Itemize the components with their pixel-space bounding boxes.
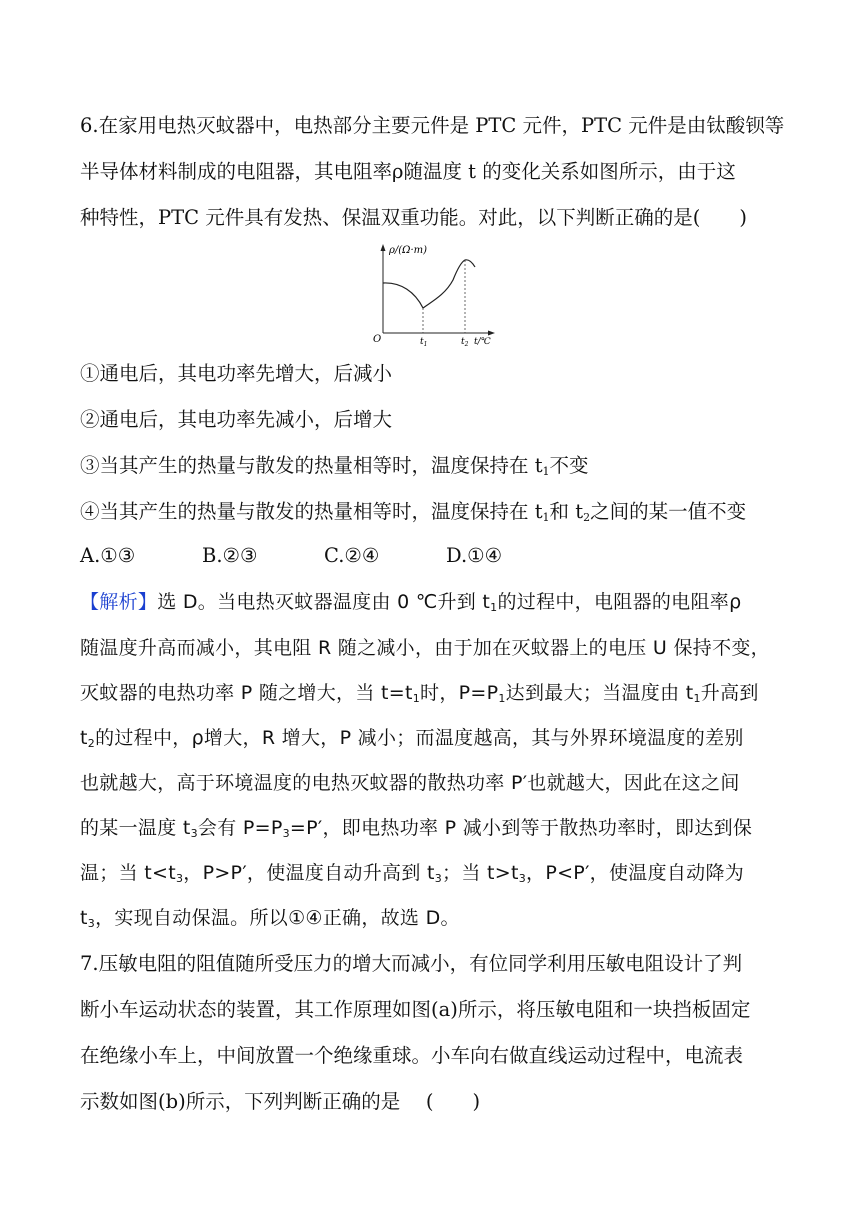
y-axis-arrow bbox=[381, 244, 386, 251]
x-axis-arrow bbox=[488, 331, 495, 336]
q6-stem-line-2: 半导体材料制成的电阻器，其电阻率ρ随温度 t 的变化关系如图所示，由于这 bbox=[80, 160, 736, 183]
option-b: B.②③ bbox=[202, 544, 258, 567]
option-c: C.②④ bbox=[324, 544, 380, 567]
analysis-line-5: 也就越大，高于环境温度的电热灭蚊器的散热功率 P′也就越大，因此在这之间 bbox=[80, 772, 740, 794]
x-axis-label: t/℃ bbox=[474, 337, 491, 347]
t2-label: $t_2$ bbox=[461, 337, 469, 348]
q6-statement-1: ①通电后，其电功率先增大，后减小 bbox=[80, 362, 393, 385]
origin-label: O bbox=[373, 334, 382, 345]
analysis-line-8: $t_3$，实现自动保温。所以①④正确，故选 D。 bbox=[80, 907, 460, 930]
q6-statement-4: ④当其产生的热量与散发的热量相等时，温度保持在 $t_1$和 $t_2$之间的某一值不变 bbox=[80, 500, 747, 524]
q7-stem-line-1: 7.压敏电阻的阻值随所受压力的增大而减小，有位同学利用压敏电阻设计了判 bbox=[80, 952, 743, 975]
q6-stem-line-1: 6.在家用电热灭蚊器中，电热部分主要元件是 PTC 元件，PTC 元件是由钛酸钡等 bbox=[80, 114, 785, 137]
analysis-line-1: 【解析】选 D。当电热灭蚊器温度由 0 ℃升到 $t_1$的过程中，电阻器的电阻率ρ bbox=[80, 591, 742, 614]
analysis-line-4: $t_2$的过程中，ρ增大，R 增大，P 减小；而温度越高，其与外界环境温度的差别 bbox=[80, 727, 744, 750]
q6-statement-2: ②通电后，其电功率先减小，后增大 bbox=[80, 408, 393, 431]
analysis-line-6: 的某一温度 $t_3$会有 $P=P_3=P'$，即电热功率 P 减小到等于散热功率时，即达到保 bbox=[80, 817, 753, 840]
option-a: A.①③ bbox=[80, 544, 136, 567]
resistivity-curve bbox=[383, 260, 475, 308]
resistivity-temperature-graph bbox=[365, 240, 500, 350]
analysis-line-3: 灭蚊器的电热功率 P 随之增大，当 $t=t_1$时，$P=P_1$达到最大；当温度由 $t_1$升高到 bbox=[80, 682, 759, 705]
t1-label: $t_1$ bbox=[420, 337, 428, 348]
q7-stem-line-4: 示数如图(b)所示，下列判断正确的是 ( ) bbox=[80, 1090, 481, 1113]
analysis-tag: 【解析】 bbox=[80, 591, 158, 613]
analysis-line-2: 随温度升高而减小，其电阻 R 随之减小，由于加在灭蚊器上的电压 U 保持不变， bbox=[80, 637, 770, 659]
q6-options bbox=[80, 542, 502, 570]
q7-stem-line-3: 在绝缘小车上，中间放置一个绝缘重球。小车向右做直线运动过程中，电流表 bbox=[80, 1044, 744, 1067]
q6-stem-line-3: 种特性，PTC 元件具有发热、保温双重功能。对此，以下判断正确的是( ) bbox=[80, 206, 747, 229]
q6-statement-3: ③当其产生的热量与散发的热量相等时，温度保持在 $t_1$不变 bbox=[80, 454, 589, 478]
analysis-line-7: 温；当 $t<t_3$，P>P′，使温度自动升高到 $t_3$；当 $t>t_3$，P<P′，使温度自动降为 bbox=[80, 862, 745, 885]
option-d: D.①④ bbox=[446, 544, 503, 567]
y-axis-label: ρ/(Ω·m) bbox=[389, 245, 428, 256]
q7-stem-line-2: 断小车运动状态的装置，其工作原理如图(a)所示，将压敏电阻和一块挡板固定 bbox=[80, 998, 751, 1021]
